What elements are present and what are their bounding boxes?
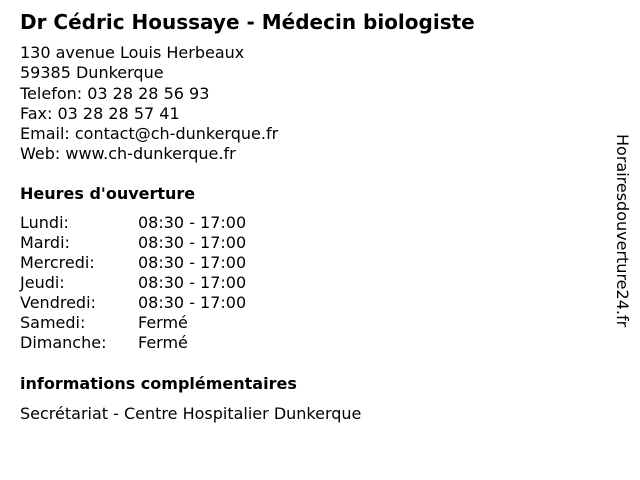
- site-watermark-label: Horairesdouverture24.fr: [613, 134, 632, 328]
- address-street: 130 avenue Louis Herbeaux: [20, 43, 245, 62]
- email-address: Email: contact@ch-dunkerque.fr: [20, 124, 279, 144]
- hours-day: Jeudi:: [20, 273, 65, 292]
- page-title: Dr Cédric Houssaye - Médecin biologiste: [20, 10, 475, 34]
- hours-time: 08:30 - 17:00: [138, 293, 247, 312]
- hours-time: 08:30 - 17:00: [138, 213, 247, 232]
- opening-hours-heading: Heures d'ouverture: [20, 184, 196, 203]
- hours-row-sunday: [20, 333, 246, 353]
- hours-row-saturday: [20, 313, 246, 333]
- hours-day: Mercredi:: [20, 253, 95, 272]
- fax-number: Fax: 03 28 28 57 41: [20, 103, 180, 123]
- hours-day: Dimanche:: [20, 333, 107, 352]
- additional-info-heading: informations complémentaires: [20, 374, 297, 393]
- opening-hours-table: [20, 213, 246, 353]
- hours-row-monday: [20, 213, 246, 233]
- website-address: Web: www.ch-dunkerque.fr: [20, 144, 236, 164]
- hours-day: Lundi:: [20, 213, 69, 232]
- hours-time: 08:30 - 17:00: [138, 253, 247, 272]
- hours-row-wednesday: [20, 253, 246, 273]
- hours-time: Fermé: [138, 333, 188, 352]
- hours-day: Mardi:: [20, 233, 70, 252]
- hours-time: Fermé: [138, 313, 188, 332]
- address-city: 59385 Dunkerque: [20, 63, 164, 83]
- additional-info-text: Secrétariat - Centre Hospitalier Dunkerque: [20, 404, 362, 423]
- hours-day: Vendredi:: [20, 293, 96, 312]
- hours-time: 08:30 - 17:00: [138, 233, 247, 252]
- contact-block: [20, 43, 278, 165]
- hours-row-tuesday: [20, 233, 246, 253]
- hours-time: 08:30 - 17:00: [138, 273, 247, 292]
- phone-number: Telefon: 03 28 28 56 93: [20, 83, 210, 103]
- hours-row-thursday: [20, 273, 246, 293]
- hours-row-friday: [20, 293, 246, 313]
- hours-day: Samedi:: [20, 313, 86, 332]
